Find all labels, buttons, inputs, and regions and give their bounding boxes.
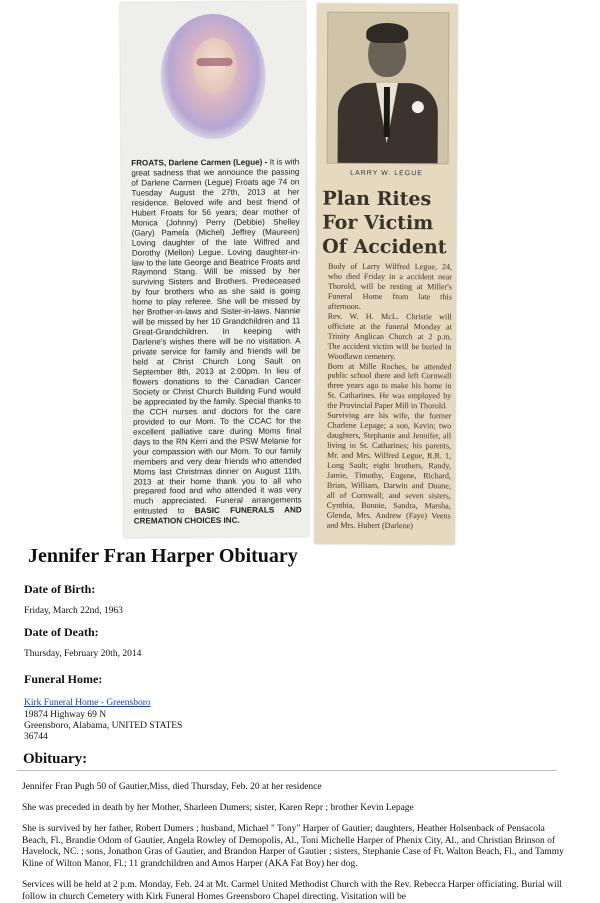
obituary-paragraph: She was preceded in death by her Mother, Sharleen Dumers; sister, Karen Repr ; brother Kevin Lepage — [22, 803, 414, 813]
deceased-name: FROATS, Darlene Carmen (Legue) - — [131, 157, 268, 168]
right-clipping — [315, 4, 458, 545]
portrait-glasses — [197, 58, 233, 66]
portrait-photo — [160, 14, 266, 140]
man-tie — [384, 87, 390, 137]
left-clipping-body: It is with great sadness that we announce the passing of Darlene Carmen (Legue) Froats age 74 on Tuesday August the 27th, 2013 at her residence. Beloved wife and best friend of Hubert Froats for 56 years; dear mother of Monica (Johnny) Perry (Debbie) Shelley (Gary) Pamela (Michel) Jeffrey (Maureen) Loving daughter of the late Wilfred and Dorothy (Mellon) Legue. Loving daughter-in-law to the late George and Beatrice Froats and Raymond Stang. Will be missed by her surviving Sisters and Brothers. Predeceased by four brothers who as she said is going home to play referee. She will be missed by her Brother-in-laws and Sister-in-laws. Nannie will be missed by her 10 Grandchildren and 11 Great-Grandchildren. In keeping with Darlene's wishes there will be no visitation. A private service for family and friends will be held at Christ Church Long Sault on September 8th, 2013 at 2:00pm. In lieu of flowers donations to the Canadian Cancer Society or Christ Church Building Fund would be appreciated by the family. Special thanks to the CCH nurses and doctors for the care provided to our Mom. To the CCAC for the excellent palliative care during Moms final days to the RN Kerri and the PSW Melanie for your compassion with our Mom. To our family members and very dear friends who attended Moms last Christmas dinner on August 11th, 2013 at their home thank you to all who prepared food and who attended it was very much appreciated. Funeral arrangements entrusted to — [131, 157, 302, 516]
address-zip: 36744 — [24, 732, 48, 742]
funeral-home-link[interactable]: Kirk Funeral Home - Greensboro — [24, 698, 151, 708]
photo-caption: LARRY W. LEGUE — [350, 169, 423, 178]
right-clipping-body: Body of Larry Wilfred Legue, 24, who died Friday in a accident near Thorold, will be resting at Miller's Funeral Home from late this afternoon. Rev. W. H. McL. Christie will officiate at the funeral Monday at Trinity Anglican Church at 2 p.m. The accident victim will be buried in Woodlawn cemetery. Born at Mille Roches, he attended public school there and left Cornwall three years ago to make his home in St. Catharines. He was employed by the Provincial Paper Mill in Thorold. Surviving are his wife, the former Charlene Lepage; a son, Kevin; two daughters, Stephanie and Jennifer, all living in St. Catharines; his parents, Mr. and Mrs. Wilfred Legue, R.R. 1, Long Sault; eight brothers, Randy, Jamie, Timothy, Eugene, Richard, Brian, William, Darwin and Duane, all of Cornwall; and seven sisters, Cynthia, Bonnie, Sandra, Marsha, Glenda, Mrs. Andrew (Faye) Veens and Mrs. Hubert (Darlene) — [326, 261, 453, 530]
funeral-home-label: Funeral Home: — [24, 672, 103, 686]
address-line-2: Greensboro, Alabama, UNITED STATES — [24, 721, 183, 731]
obituary-paragraph: Services will be held at 2 p.m. Monday, Feb. 24 at Mt. Carmel United Methodist Church with the Rev. Rebecca Harper officiating. Burial will follow in church Cemetery with Kirk Funeral Homes Greensboro Chapel directing. Visitation will be — [22, 880, 562, 902]
obituary-label: Obituary: — [23, 751, 88, 767]
clipping-headline — [322, 187, 452, 260]
headline-line: For Victim — [322, 211, 434, 235]
left-clipping-funeral-home: BASIC FUNERALS AND CREMATION CHOICES INC. — [133, 505, 302, 526]
man-photo — [327, 12, 450, 165]
headline-line: Plan Rites — [322, 187, 432, 211]
obituary-title: Jennifer Fran Harper Obituary — [28, 545, 298, 567]
divider — [17, 770, 557, 771]
man-hair — [366, 23, 408, 43]
obituary-paragraph: She is survived by her father, Robert Dumers ; husband, Michael " Tony" Harper of Gautier; daughters, Heather Holsenback of Pensacola Beach, Fl., Brandie Odom of Gautier, Angela Rowley of Demopolis, Al., Toni Michelle Harper of Phenix City, Al., and Christian Brinson of Havelock, NC. ; sons, Jonathon Gras of Gautier, and Brandon Harper of Gautier ; sisters, Stephanie Case of Ft. Walton Beach, Fl., and Tammy Kline of Wilton Manor, Fl.; 11 grandchildren and Amos Harper (AKA Fat Boy) her dog. — [22, 824, 564, 869]
left-clipping — [120, 1, 309, 537]
man-flower — [412, 101, 424, 113]
headline-line: Of Accident — [322, 235, 447, 259]
dob-label: Date of Birth: — [24, 582, 96, 596]
dob-value: Friday, March 22nd, 1963 — [24, 606, 123, 616]
dod-label: Date of Death: — [24, 625, 99, 639]
left-clipping-text — [131, 157, 302, 526]
address-line-1: 19874 Highway 69 N — [24, 710, 107, 720]
obituary-paragraph: Jennifer Fran Pugh 50 of Gautier,Miss, died Thursday, Feb. 20 at her residence — [22, 782, 322, 792]
dod-value: Thursday, February 20th, 2014 — [24, 649, 142, 659]
